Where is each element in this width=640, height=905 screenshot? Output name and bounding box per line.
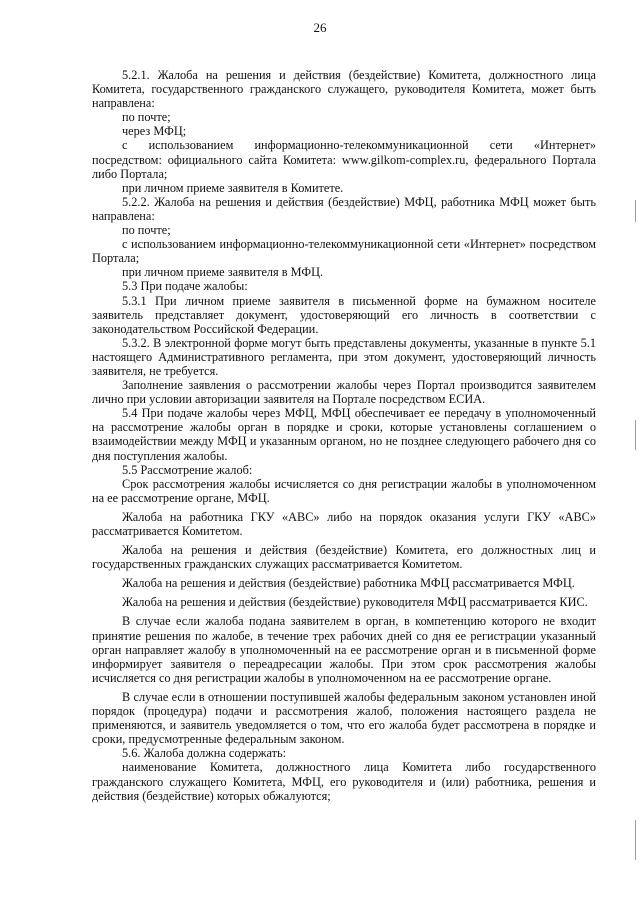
paragraph: с использованием информационно-телекоммуникационной сети «Интернет» посредством: официального сайта Комитета: www.gilkom-complex.ru, федерального Портала либо Портала; xyxy=(92,138,596,181)
paragraph: по почте; xyxy=(122,110,171,125)
paragraph: наименование Комитета, должностного лица Комитета либо государственного гражданского служащего Комитета, МФЦ, его руководителя и (или) работника, решения и действия (бездействие) которых обжалуются; xyxy=(92,760,596,803)
paragraph: 5.6. Жалоба должна содержать: xyxy=(122,746,287,761)
paragraph: Жалоба на решения и действия (бездействие) работника МФЦ рассматривается МФЦ. xyxy=(122,576,575,591)
paragraph: с использованием информационно-телекоммуникационной сети «Интернет» посредством Портала; xyxy=(92,237,596,266)
paragraph: при личном приеме заявителя в МФЦ. xyxy=(122,265,324,280)
paragraph: 5.4 При подаче жалобы через МФЦ, МФЦ обеспечивает ее передачу в уполномоченный на рассмотрение жалобы орган в порядке и сроки, которые установлены соглашением о взаимодействии между МФЦ и указанным органом, но не позднее следующего рабочего дня со дня поступления жалобы. xyxy=(92,406,596,463)
paragraph: В случае если жалоба подана заявителем в орган, в компетенцию которого не входит принятие решения по жалобе, в течение трех рабочих дней со дня ее регистрации указанный орган направляет жалобу в уполномоченный на ее рассмотрение орган и в письменной форме информирует заявителя о переадресации жалобы. При этом срок рассмотрения жалобы исчисляется со дня регистрации жалобы в уполномоченном на ее рассмотрение органе. xyxy=(92,614,596,685)
page-number: 26 xyxy=(313,20,327,35)
paragraph: через МФЦ; xyxy=(122,124,187,139)
paragraph: 5.3 При подаче жалобы: xyxy=(122,279,248,294)
paragraph: 5.3.1 При личном приеме заявителя в письменной форме на бумажном носителе заявитель представляет документ, удостоверяющий его личность в соответствии с законодательством Российской Федерации. xyxy=(92,293,596,336)
paragraph: 5.3.2. В электронной форме могут быть представлены документы, указанные в пункте 5.1 настоящего Административного регламента, при этом документ, удостоверяющий личность заявителя, не требуется. xyxy=(92,335,596,378)
paragraph: при личном приеме заявителя в Комитете. xyxy=(122,180,344,195)
paragraph: по почте; xyxy=(122,223,171,238)
paragraph: 5.5 Рассмотрение жалоб: xyxy=(122,462,253,477)
scan-margin-mark xyxy=(635,200,636,222)
paragraph: 5.2.2. Жалоба на решения и действия (бездействие) МФЦ, работника МФЦ может быть направлена: xyxy=(92,194,596,223)
document-body xyxy=(92,68,596,803)
paragraph: Жалоба на решения и действия (бездействие) Комитета, его должностных лиц и государственных гражданских служащих рассматривается Комитетом. xyxy=(92,543,596,572)
paragraph: Срок рассмотрения жалобы исчисляется со дня регистрации жалобы в уполномоченном на ее рассмотрение органе, МФЦ. xyxy=(92,476,596,505)
paragraph: В случае если в отношении поступившей жалобы федеральным законом установлен иной порядок (процедура) подачи и рассмотрения жалоб, положения настоящего раздела не применяются, и заявитель уведомляется о том, что его жалоба будет рассмотрена в порядке и сроки, предусмотренные федеральным законом. xyxy=(92,689,596,747)
paragraph: Жалоба на работника ГКУ «АВС» либо на порядок оказания услуги ГКУ «АВС» рассматривается Комитетом. xyxy=(92,509,596,538)
paragraph: Жалоба на решения и действия (бездействие) руководителя МФЦ рассматривается КИС. xyxy=(122,595,588,610)
scan-margin-mark xyxy=(635,420,636,450)
scan-margin-mark xyxy=(635,820,636,860)
paragraph: 5.2.1. Жалоба на решения и действия (бездействие) Комитета, должностного лица Комитета, государственного гражданского служащего, руководителя Комитета, может быть направлена: xyxy=(92,68,596,111)
paragraph: Заполнение заявления о рассмотрении жалобы через Портал производится заявителем лично при условии авторизации заявителя на Портале посредством ЕСИА. xyxy=(92,378,596,407)
